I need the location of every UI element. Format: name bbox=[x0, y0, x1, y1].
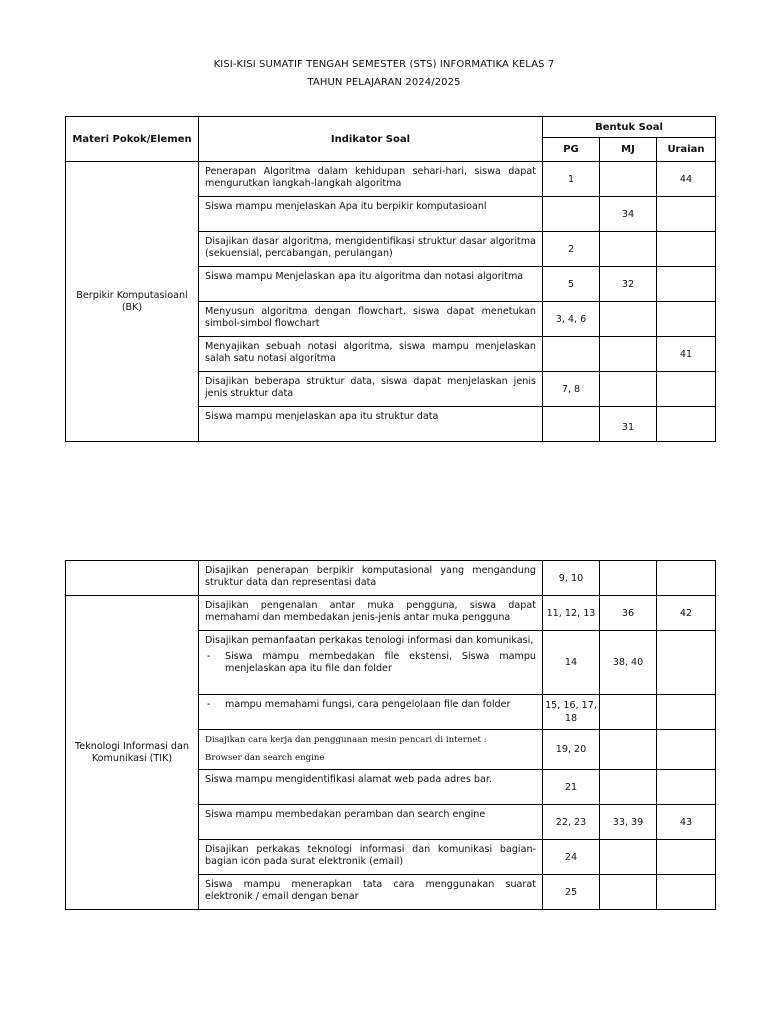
uraian-cell bbox=[657, 302, 716, 337]
uraian-cell bbox=[657, 232, 716, 267]
header-bentuk-soal: Bentuk Soal bbox=[543, 117, 716, 138]
indikator-cell: Siswa mampu membedakan peramban dan search engine bbox=[199, 805, 543, 840]
materi-cell bbox=[66, 561, 199, 596]
uraian-cell bbox=[657, 561, 716, 596]
indikator-cell: Disajikan dasar algoritma, mengidentifikasi struktur dasar algoritma (sekuensial, percabangan, perulangan) bbox=[199, 232, 543, 267]
pg-cell: 3, 4, 6 bbox=[543, 302, 600, 337]
header-mj: MJ bbox=[600, 138, 657, 162]
pg-cell: 14 bbox=[543, 631, 600, 695]
indikator-cell: Menyusun algoritma dengan flowchart, siswa dapat menetukan simbol-simbol flowchart bbox=[199, 302, 543, 337]
bullet-item bbox=[205, 699, 536, 711]
indikator-cell: Siswa mampu menerapkan tata cara menggunakan suarat elektronik / email dengan benar bbox=[199, 875, 543, 910]
mj-cell bbox=[600, 730, 657, 770]
header-uraian: Uraian bbox=[657, 138, 716, 162]
indikator-cell: Siswa mampu menjelaskan apa itu struktur data bbox=[199, 407, 543, 442]
indikator-cell bbox=[199, 695, 543, 730]
header-indikator: Indikator Soal bbox=[199, 117, 543, 162]
uraian-cell bbox=[657, 730, 716, 770]
indikator-cell: Siswa mampu Menjelaskan apa itu algoritma dan notasi algoritma bbox=[199, 267, 543, 302]
bullet-text: Siswa mampu membedakan file ekstensi, Siswa mampu menjelaskan apa itu file dan folder bbox=[225, 651, 536, 674]
indikator-line: Disajikan cara kerja dan penggunaan mesin pencari di internet : bbox=[205, 735, 487, 745]
indikator-cell: Siswa mampu mengidentifikasi alamat web pada adres bar. bbox=[199, 770, 543, 805]
indikator-cell bbox=[199, 730, 543, 770]
mj-cell: 36 bbox=[600, 596, 657, 631]
uraian-cell bbox=[657, 407, 716, 442]
indikator-cell: Disajikan penerapan berpikir komputasional yang mengandung struktur data dan representasi data bbox=[199, 561, 543, 596]
materi-cell: Berpikir Komputasioanl (BK) bbox=[66, 162, 199, 442]
uraian-cell: 44 bbox=[657, 162, 716, 197]
mj-cell: 32 bbox=[600, 267, 657, 302]
materi-cell: Teknologi Informasi dan Komunikasi (TIK) bbox=[66, 596, 199, 910]
pg-cell: 21 bbox=[543, 770, 600, 805]
pg-cell: 15, 16, 17, 18 bbox=[543, 695, 600, 730]
uraian-cell bbox=[657, 875, 716, 910]
mj-cell bbox=[600, 695, 657, 730]
pg-cell: 7, 8 bbox=[543, 372, 600, 407]
pg-cell bbox=[543, 407, 600, 442]
dash-marker: - bbox=[207, 651, 211, 662]
mj-cell bbox=[600, 840, 657, 875]
table-row bbox=[66, 596, 716, 631]
bullet-text: mampu memahami fungsi, cara pengelolaan file dan folder bbox=[225, 699, 511, 710]
bullet-item bbox=[205, 651, 536, 675]
mj-cell: 38, 40 bbox=[600, 631, 657, 695]
indikator-cell: Menyajikan sebuah notasi algoritma, siswa mampu menjelaskan salah satu notasi algoritma bbox=[199, 337, 543, 372]
table-row bbox=[66, 162, 716, 197]
document-subtitle: TAHUN PELAJARAN 2024/2025 bbox=[307, 77, 461, 88]
indikator-cell: Disajikan beberapa struktur data, siswa dapat menjelaskan jenis jenis struktur data bbox=[199, 372, 543, 407]
mj-cell: 31 bbox=[600, 407, 657, 442]
mj-cell bbox=[600, 875, 657, 910]
mj-cell bbox=[600, 561, 657, 596]
uraian-cell bbox=[657, 770, 716, 805]
mj-cell: 33, 39 bbox=[600, 805, 657, 840]
pg-cell: 22, 23 bbox=[543, 805, 600, 840]
kisi-kisi-table-tik bbox=[65, 560, 716, 910]
uraian-cell bbox=[657, 631, 716, 695]
indikator-cell bbox=[199, 631, 543, 695]
mj-cell bbox=[600, 162, 657, 197]
table-row bbox=[66, 561, 716, 596]
kisi-kisi-table-bk bbox=[65, 116, 716, 442]
header-pg: PG bbox=[543, 138, 600, 162]
mj-cell bbox=[600, 372, 657, 407]
pg-cell: 19, 20 bbox=[543, 730, 600, 770]
pg-cell: 25 bbox=[543, 875, 600, 910]
uraian-cell bbox=[657, 695, 716, 730]
indikator-cell: Disajikan perkakas teknologi informasi dan komunikasi bagian-bagian icon pada surat elektronik (email) bbox=[199, 840, 543, 875]
document-title: KISI-KISI SUMATIF TENGAH SEMESTER (STS) INFORMATIKA KELAS 7 bbox=[213, 59, 555, 70]
indikator-cell: Siswa mampu menjelaskan Apa itu berpikir komputasioanl bbox=[199, 197, 543, 232]
uraian-cell bbox=[657, 197, 716, 232]
pg-cell: 9, 10 bbox=[543, 561, 600, 596]
pg-cell: 11, 12, 13 bbox=[543, 596, 600, 631]
pg-cell: 24 bbox=[543, 840, 600, 875]
pg-cell: 5 bbox=[543, 267, 600, 302]
uraian-cell: 43 bbox=[657, 805, 716, 840]
uraian-cell: 42 bbox=[657, 596, 716, 631]
pg-cell bbox=[543, 337, 600, 372]
uraian-cell bbox=[657, 267, 716, 302]
dash-marker: - bbox=[207, 699, 211, 710]
mj-cell: 34 bbox=[600, 197, 657, 232]
mj-cell bbox=[600, 232, 657, 267]
mj-cell bbox=[600, 337, 657, 372]
uraian-cell bbox=[657, 840, 716, 875]
pg-cell bbox=[543, 197, 600, 232]
pg-cell: 2 bbox=[543, 232, 600, 267]
mj-cell bbox=[600, 770, 657, 805]
uraian-cell bbox=[657, 372, 716, 407]
indikator-cell: Penerapan Algoritma dalam kehidupan sehari-hari, siswa dapat mengurutkan langkah-langkah algoritma bbox=[199, 162, 543, 197]
header-materi: Materi Pokok/Elemen bbox=[66, 117, 199, 162]
indikator-text: Disajikan pemanfaatan perkakas tenologi informasi dan komunikasi, bbox=[205, 635, 534, 646]
uraian-cell: 41 bbox=[657, 337, 716, 372]
pg-cell: 1 bbox=[543, 162, 600, 197]
mj-cell bbox=[600, 302, 657, 337]
indikator-cell: Disajikan pengenalan antar muka pengguna, siswa dapat memahami dan membedakan jenis-jenis antar muka pengguna bbox=[199, 596, 543, 631]
indikator-line: Browser dan search engine bbox=[205, 753, 325, 763]
